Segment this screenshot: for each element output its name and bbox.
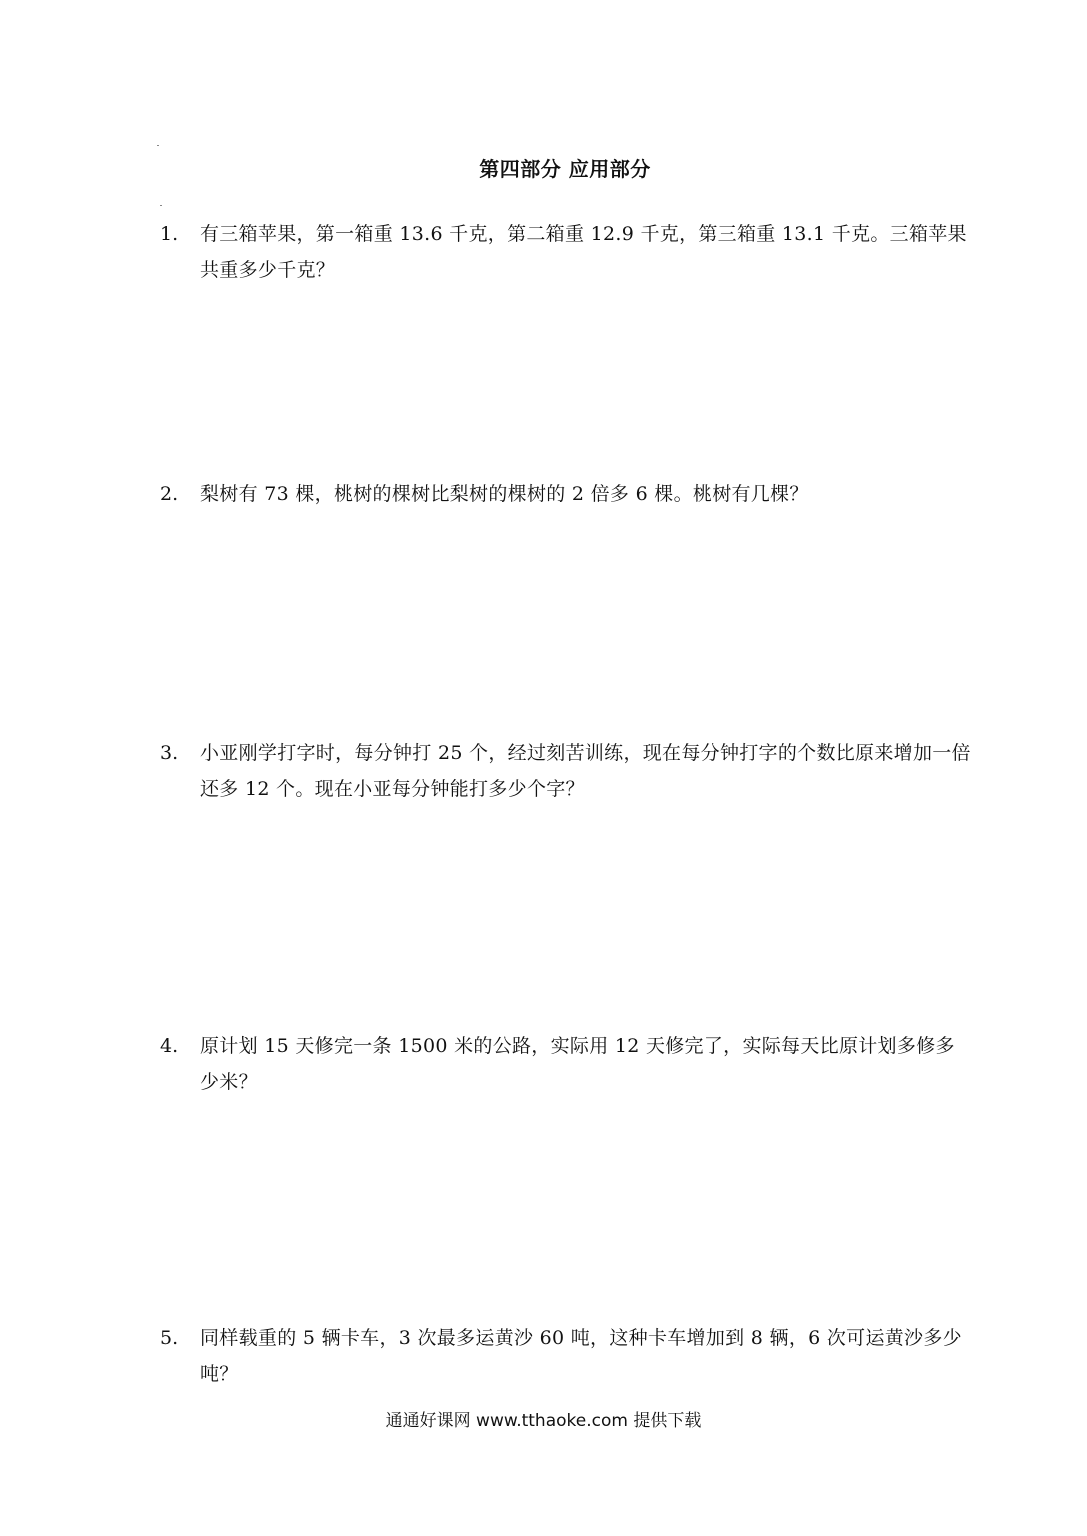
page-title: 第四部分 应用部分 <box>479 157 651 181</box>
question-text: 同样载重的 5 辆卡车，3 次最多运黄沙 60 吨，这种卡车增加到 8 辆，6 次可运黄沙多少吨？ <box>200 1327 962 1385</box>
footer-watermark: 通通好课网 www.tthaoke.com 提供下载 <box>385 1411 702 1431</box>
question-number: 5. <box>160 1327 179 1349</box>
question-5 <box>160 1320 972 1392</box>
question-text: 小亚刚学打字时，每分钟打 25 个，经过刻苦训练，现在每分钟打字的个数比原来增加一倍还多 12 个。现在小亚每分钟能打多少个字？ <box>200 742 971 800</box>
question-1 <box>160 216 972 288</box>
question-number: 1. <box>160 223 179 245</box>
question-3 <box>160 735 972 807</box>
scan-speck <box>157 145 159 146</box>
question-text: 有三箱苹果，第一箱重 13.6 千克，第二箱重 12.9 千克，第三箱重 13.1 千克。三箱苹果共重多少千克？ <box>200 223 967 281</box>
question-number: 4. <box>160 1035 179 1057</box>
question-number: 2. <box>160 483 179 505</box>
question-4 <box>160 1028 972 1100</box>
scan-speck <box>160 205 162 206</box>
question-2 <box>160 476 972 512</box>
question-number: 3. <box>160 742 179 764</box>
question-text: 原计划 15 天修完一条 1500 米的公路，实际用 12 天修完了，实际每天比原计划多修多少米？ <box>200 1035 955 1093</box>
question-text: 梨树有 73 棵，桃树的棵树比梨树的棵树的 2 倍多 6 棵。桃树有几棵？ <box>200 483 809 505</box>
